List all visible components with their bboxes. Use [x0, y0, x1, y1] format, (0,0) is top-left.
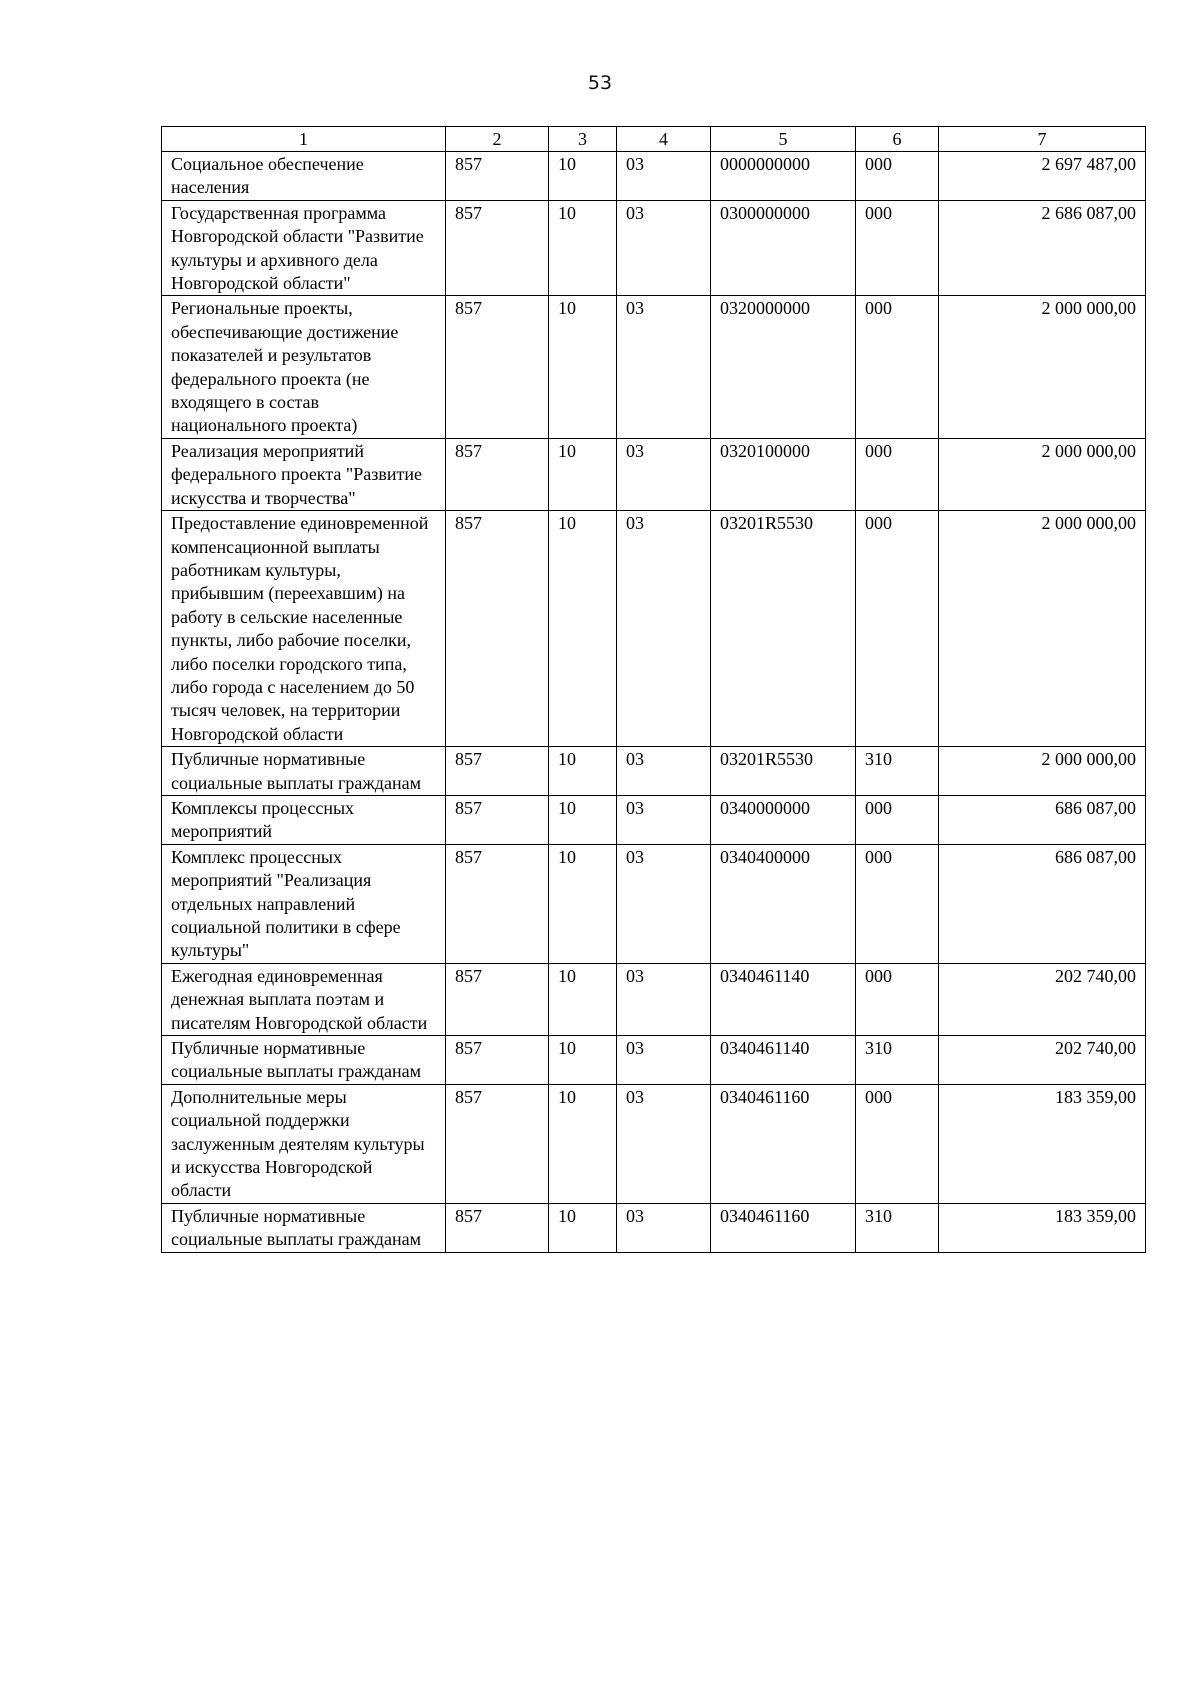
cell-target-article: 03201R5530	[711, 747, 856, 796]
cell-section: 10	[549, 795, 617, 844]
table-row	[162, 844, 1146, 963]
cell-name: Комплексы процессных мероприятий	[162, 795, 446, 844]
cell-target-article: 0300000000	[711, 200, 856, 296]
cell-subsection: 03	[617, 296, 711, 438]
table-body	[162, 152, 1146, 1253]
cell-section: 10	[549, 152, 617, 201]
column-header: 1	[162, 127, 446, 152]
cell-amount: 183 359,00	[939, 1203, 1146, 1252]
table-row	[162, 747, 1146, 796]
cell-target-article: 0340461160	[711, 1084, 856, 1203]
cell-admin-code: 857	[446, 438, 549, 510]
cell-amount: 686 087,00	[939, 795, 1146, 844]
cell-subsection: 03	[617, 438, 711, 510]
cell-amount: 2 686 087,00	[939, 200, 1146, 296]
table-row	[162, 1036, 1146, 1085]
cell-section: 10	[549, 1084, 617, 1203]
cell-subsection: 03	[617, 152, 711, 201]
cell-subsection: 03	[617, 1203, 711, 1252]
cell-section: 10	[549, 1203, 617, 1252]
cell-subsection: 03	[617, 200, 711, 296]
table-row	[162, 438, 1146, 510]
cell-expense-type: 000	[856, 963, 939, 1035]
cell-name: Реализация мероприятий федерального проекта "Развитие искусства и творчества"	[162, 438, 446, 510]
cell-expense-type: 310	[856, 1203, 939, 1252]
cell-expense-type: 000	[856, 296, 939, 438]
cell-expense-type: 000	[856, 438, 939, 510]
cell-amount: 202 740,00	[939, 1036, 1146, 1085]
cell-amount: 2 000 000,00	[939, 747, 1146, 796]
cell-amount: 2 000 000,00	[939, 296, 1146, 438]
cell-section: 10	[549, 438, 617, 510]
cell-target-article: 03201R5530	[711, 511, 856, 747]
cell-subsection: 03	[617, 1084, 711, 1203]
cell-subsection: 03	[617, 795, 711, 844]
cell-section: 10	[549, 511, 617, 747]
cell-expense-type: 310	[856, 747, 939, 796]
cell-section: 10	[549, 963, 617, 1035]
budget-table	[161, 126, 1146, 1253]
table-row	[162, 1084, 1146, 1203]
cell-expense-type: 000	[856, 200, 939, 296]
cell-admin-code: 857	[446, 795, 549, 844]
cell-expense-type: 000	[856, 1084, 939, 1203]
cell-name: Региональные проекты, обеспечивающие достижение показателей и результатов федерального проекта (не входящего в состав национального проекта)	[162, 296, 446, 438]
cell-admin-code: 857	[446, 200, 549, 296]
cell-admin-code: 857	[446, 963, 549, 1035]
cell-expense-type: 310	[856, 1036, 939, 1085]
cell-amount: 183 359,00	[939, 1084, 1146, 1203]
cell-name: Государственная программа Новгородской области "Развитие культуры и архивного дела Новгородской области"	[162, 200, 446, 296]
cell-amount: 202 740,00	[939, 963, 1146, 1035]
table-row	[162, 511, 1146, 747]
cell-admin-code: 857	[446, 1036, 549, 1085]
cell-amount: 2 697 487,00	[939, 152, 1146, 201]
table-row	[162, 200, 1146, 296]
cell-name: Комплекс процессных мероприятий "Реализация отдельных направлений социальной политики в сфере культуры"	[162, 844, 446, 963]
cell-subsection: 03	[617, 1036, 711, 1085]
header-row	[162, 127, 1146, 152]
cell-name: Дополнительные меры социальной поддержки заслуженным деятелям культуры и искусства Новгородской области	[162, 1084, 446, 1203]
cell-name: Публичные нормативные социальные выплаты гражданам	[162, 1036, 446, 1085]
cell-admin-code: 857	[446, 1084, 549, 1203]
cell-section: 10	[549, 747, 617, 796]
table-header	[162, 127, 1146, 152]
cell-expense-type: 000	[856, 795, 939, 844]
table-row	[162, 795, 1146, 844]
column-header: 7	[939, 127, 1146, 152]
cell-subsection: 03	[617, 963, 711, 1035]
cell-target-article: 0340000000	[711, 795, 856, 844]
cell-admin-code: 857	[446, 844, 549, 963]
cell-name: Публичные нормативные социальные выплаты гражданам	[162, 747, 446, 796]
column-header: 4	[617, 127, 711, 152]
column-header: 2	[446, 127, 549, 152]
table-row	[162, 296, 1146, 438]
cell-expense-type: 000	[856, 152, 939, 201]
cell-admin-code: 857	[446, 511, 549, 747]
cell-amount: 2 000 000,00	[939, 511, 1146, 747]
column-header: 6	[856, 127, 939, 152]
cell-section: 10	[549, 1036, 617, 1085]
cell-target-article: 0340461160	[711, 1203, 856, 1252]
cell-target-article: 0340400000	[711, 844, 856, 963]
cell-section: 10	[549, 200, 617, 296]
cell-admin-code: 857	[446, 747, 549, 796]
column-header: 5	[711, 127, 856, 152]
cell-target-article: 0320000000	[711, 296, 856, 438]
cell-admin-code: 857	[446, 152, 549, 201]
cell-expense-type: 000	[856, 844, 939, 963]
column-header: 3	[549, 127, 617, 152]
cell-target-article: 0000000000	[711, 152, 856, 201]
cell-section: 10	[549, 844, 617, 963]
table-row	[162, 152, 1146, 201]
cell-admin-code: 857	[446, 296, 549, 438]
page-number: 53	[587, 72, 613, 94]
cell-target-article: 0340461140	[711, 1036, 856, 1085]
cell-subsection: 03	[617, 844, 711, 963]
cell-expense-type: 000	[856, 511, 939, 747]
table-row	[162, 963, 1146, 1035]
cell-name: Предоставление единовременной компенсационной выплаты работникам культуры, прибывшим (переехавшим) на работу в сельские населенные пункты, либо рабочие поселки, либо поселки городского типа, либо города с населением до 50 тысяч человек, на территории Новгородской области	[162, 511, 446, 747]
cell-section: 10	[549, 296, 617, 438]
table-row	[162, 1203, 1146, 1252]
cell-subsection: 03	[617, 747, 711, 796]
cell-amount: 686 087,00	[939, 844, 1146, 963]
cell-name: Социальное обеспечение населения	[162, 152, 446, 201]
cell-admin-code: 857	[446, 1203, 549, 1252]
cell-target-article: 0340461140	[711, 963, 856, 1035]
cell-target-article: 0320100000	[711, 438, 856, 510]
cell-subsection: 03	[617, 511, 711, 747]
cell-name: Ежегодная единовременная денежная выплата поэтам и писателям Новгородской области	[162, 963, 446, 1035]
cell-amount: 2 000 000,00	[939, 438, 1146, 510]
cell-name: Публичные нормативные социальные выплаты гражданам	[162, 1203, 446, 1252]
